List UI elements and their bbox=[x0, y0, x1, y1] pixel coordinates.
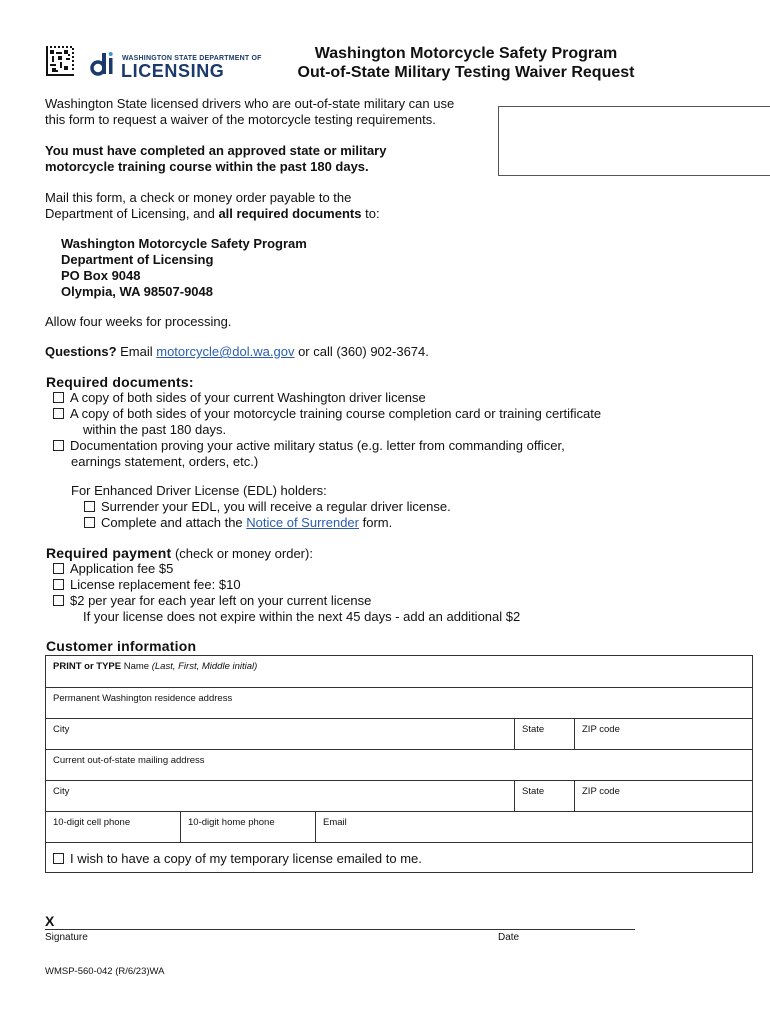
questions-line: Questions? Email motorcycle@dol.wa.gov or call (360) 902-3674. bbox=[45, 344, 429, 359]
requirement-line-2: motorcycle training course within the past 180 days. bbox=[45, 159, 369, 174]
doc-item-license: A copy of both sides of your current Washington driver license bbox=[53, 390, 601, 406]
address-line-4: Olympia, WA 98507-9048 bbox=[61, 284, 213, 299]
form-number: WMSP-560-042 (R/6/23)WA bbox=[45, 966, 165, 977]
dol-logo-icon bbox=[90, 50, 118, 78]
phone-email-row bbox=[46, 812, 752, 843]
email-label: Email bbox=[323, 817, 347, 828]
mailing-address-label: Current out-of-state mailing address bbox=[53, 755, 205, 766]
state-label: State bbox=[522, 786, 545, 797]
required-payment-heading: Required payment (check or money order): bbox=[46, 545, 313, 561]
city-label: City bbox=[53, 724, 70, 735]
payment-item-note: If your license does not expire within the next 45 days - add an additional $2 bbox=[83, 609, 521, 624]
required-documents-list bbox=[53, 390, 601, 470]
address-line-1: Washington Motorcycle Safety Program bbox=[61, 236, 307, 251]
intro-line-2: this form to request a waiver of the motorcycle testing requirements. bbox=[45, 112, 436, 127]
edl-intro: For Enhanced Driver License (EDL) holders: bbox=[71, 483, 327, 498]
checkbox[interactable] bbox=[53, 853, 64, 864]
zip-field[interactable] bbox=[574, 781, 754, 811]
state-field[interactable] bbox=[514, 781, 574, 811]
mailing-address-field[interactable] bbox=[46, 750, 752, 781]
course-requirement bbox=[45, 143, 386, 175]
home-phone-label: 10-digit home phone bbox=[188, 817, 275, 828]
processing-note: Allow four weeks for processing. bbox=[45, 314, 232, 329]
checkbox[interactable] bbox=[53, 392, 64, 403]
doc-item-training: A copy of both sides of your motorcycle training course completion card or training certificate bbox=[53, 406, 601, 422]
address-line-2: Department of Licensing bbox=[61, 252, 214, 267]
date-label: Date bbox=[498, 932, 520, 943]
customer-info-heading: Customer information bbox=[46, 638, 197, 654]
home-phone-field[interactable] bbox=[180, 812, 315, 842]
title-line-1: Washington Motorcycle Safety Program bbox=[314, 45, 618, 62]
residence-city-row bbox=[46, 719, 752, 750]
title-line-2: Out-of-State Military Testing Waiver Request bbox=[297, 64, 635, 81]
intro-text bbox=[45, 96, 454, 128]
address-line-3: PO Box 9048 bbox=[61, 268, 141, 283]
state-field[interactable] bbox=[514, 719, 574, 749]
required-documents-heading: Required documents: bbox=[46, 374, 194, 390]
doc-item-military-cont: earnings statement, orders, etc.) bbox=[71, 454, 259, 469]
zip-field[interactable] bbox=[574, 719, 754, 749]
requirement-line-1: You must have completed an approved state or military bbox=[45, 143, 387, 158]
intro-line-1: Washington State licensed drivers who are out-of-state military can use bbox=[45, 96, 455, 111]
checkbox[interactable] bbox=[53, 563, 64, 574]
zip-label: ZIP code bbox=[582, 724, 620, 735]
signature-line[interactable] bbox=[45, 929, 635, 930]
mail-line-1: Mail this form, a check or money order payable to the bbox=[45, 190, 352, 205]
payment-item-application: Application fee $5 bbox=[53, 561, 520, 577]
checkbox[interactable] bbox=[53, 579, 64, 590]
mailing-city-row bbox=[46, 781, 752, 812]
checkbox[interactable] bbox=[84, 517, 95, 528]
signature-label: Signature bbox=[45, 932, 88, 943]
email-field[interactable] bbox=[315, 812, 754, 842]
residence-address-label: Permanent Washington residence address bbox=[53, 693, 233, 704]
signature-x: X bbox=[45, 913, 55, 929]
required-payment-list bbox=[53, 561, 520, 625]
office-use-box bbox=[498, 106, 770, 176]
email-copy-option[interactable]: I wish to have a copy of my temporary license emailed to me. bbox=[53, 851, 422, 866]
edl-section bbox=[71, 483, 451, 531]
payment-item-replacement: License replacement fee: $10 bbox=[53, 577, 520, 593]
state-label: State bbox=[522, 724, 545, 735]
checkbox[interactable] bbox=[53, 408, 64, 419]
logo-licensing-text: LICENSING bbox=[121, 61, 225, 81]
residence-address-field[interactable] bbox=[46, 688, 752, 719]
cell-phone-label: 10-digit cell phone bbox=[53, 817, 131, 828]
form-title bbox=[262, 44, 670, 82]
name-row[interactable] bbox=[46, 656, 752, 688]
doc-item-military: Documentation proving your active military status (e.g. letter from commanding officer, bbox=[53, 438, 601, 454]
mail-instructions bbox=[45, 190, 380, 222]
edl-item-surrender: Surrender your EDL, you will receive a regular driver license. bbox=[71, 499, 451, 515]
customer-info-form bbox=[45, 655, 753, 873]
barcode-icon bbox=[46, 46, 74, 76]
checkbox[interactable] bbox=[53, 595, 64, 606]
doc-item-training-cont: within the past 180 days. bbox=[83, 422, 227, 437]
edl-item-notice: Complete and attach the Notice of Surrender form. bbox=[71, 515, 451, 531]
name-label: PRINT or TYPE Name (Last, First, Middle initial) bbox=[53, 661, 258, 672]
city-label: City bbox=[53, 786, 70, 797]
mailing-address bbox=[61, 236, 307, 300]
mail-line-2: Department of Licensing, and all required documents to: bbox=[45, 206, 380, 221]
logo-department-text: WASHINGTON STATE DEPARTMENT OF bbox=[122, 55, 262, 62]
payment-item-per-year: $2 per year for each year left on your current license bbox=[53, 593, 520, 609]
checkbox[interactable] bbox=[53, 440, 64, 451]
email-link[interactable]: motorcycle@dol.wa.gov bbox=[156, 344, 295, 359]
notice-of-surrender-link[interactable]: Notice of Surrender bbox=[246, 515, 359, 530]
checkbox[interactable] bbox=[84, 501, 95, 512]
zip-label: ZIP code bbox=[582, 786, 620, 797]
